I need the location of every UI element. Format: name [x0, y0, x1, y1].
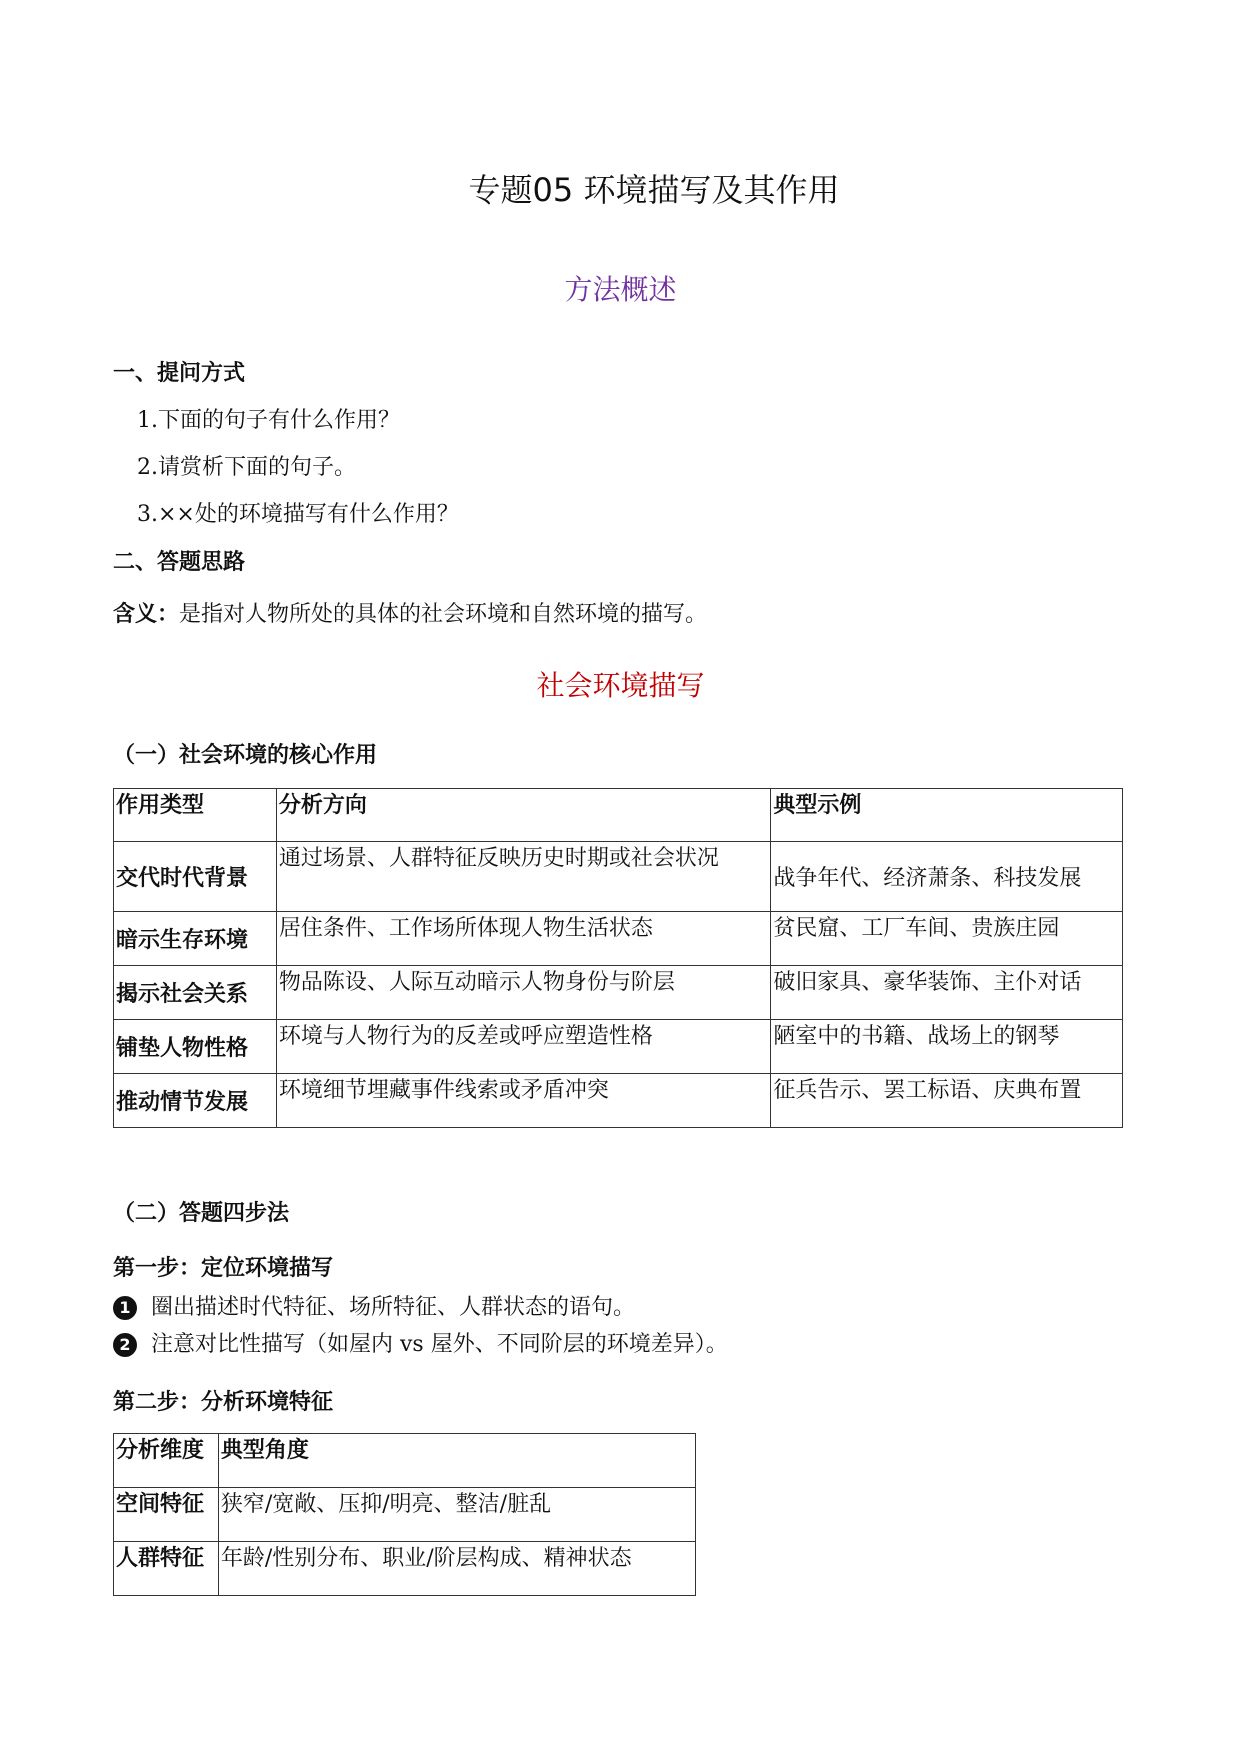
- table-cell-role: 揭示社会关系: [114, 966, 277, 1020]
- table-cell-role: 交代时代背景: [114, 842, 277, 912]
- answer-approach-heading: 二、答题思路: [113, 550, 246, 575]
- table-cell-example: 征兵告示、罢工标语、庆典布置: [771, 1074, 1123, 1128]
- social-role-table: [113, 788, 1123, 1128]
- table-cell-angle: 年龄/性别分布、职业/阶层构成、精神状态: [218, 1542, 695, 1596]
- feature-analysis-table: [113, 1433, 696, 1596]
- list-item-text: 圈出描述时代特征、场所特征、人群状态的语句。: [151, 1295, 636, 1320]
- meaning-label: 含义：: [113, 602, 180, 627]
- table-row: [114, 842, 1123, 912]
- table-row: [114, 912, 1123, 966]
- table-cell-role: 铺垫人物性格: [114, 1020, 277, 1074]
- table-row: [114, 1074, 1123, 1128]
- table-cell-direction: 环境与人物行为的反差或呼应塑造性格: [276, 1020, 770, 1074]
- table-header-cell: 典型示例: [771, 789, 1123, 842]
- meaning-paragraph: [113, 597, 707, 628]
- number-badge-icon: 2: [113, 1333, 137, 1357]
- table-cell-angle: 狭窄/宽敞、压抑/明亮、整洁/脏乱: [218, 1488, 695, 1542]
- list-item-text: 注意对比性描写（如屋内 vs 屋外、不同阶层的环境差异）。: [151, 1332, 728, 1357]
- table-cell-role: 推动情节发展: [114, 1074, 277, 1128]
- table-cell-example: 贫民窟、工厂车间、贵族庄园: [771, 912, 1123, 966]
- section-social-heading: 社会环境描写: [536, 669, 705, 702]
- table-cell-direction: 通过场景、人群特征反映历史时期或社会状况: [276, 842, 770, 912]
- table-row: [114, 1542, 696, 1596]
- table-header-row: [114, 1434, 696, 1488]
- table-row: [114, 1488, 696, 1542]
- table-cell-example: 陋室中的书籍、战场上的钢琴: [771, 1020, 1123, 1074]
- table-cell-dimension: 空间特征: [114, 1488, 219, 1542]
- page-title: 专题05 环境描写及其作用: [468, 171, 840, 209]
- table-cell-example: 战争年代、经济萧条、科技发展: [771, 842, 1123, 912]
- number-badge-icon: 1: [113, 1296, 137, 1320]
- table-cell-direction: 环境细节埋藏事件线索或矛盾冲突: [276, 1074, 770, 1128]
- question-style-heading: 一、提问方式: [113, 361, 246, 386]
- table-cell-direction: 物品陈设、人际互动暗示人物身份与阶层: [276, 966, 770, 1020]
- section-method-heading: 方法概述: [564, 273, 677, 306]
- step-two-heading: 第二步：分析环境特征: [113, 1390, 334, 1415]
- question-item-3: 3.××处的环境描写有什么作用？: [137, 502, 459, 527]
- meaning-text: 是指对人物所处的具体的社会环境和自然环境的描写。: [179, 602, 708, 627]
- sub-heading-four-steps: （二）答题四步法: [113, 1201, 290, 1226]
- table-cell-role: 暗示生存环境: [114, 912, 277, 966]
- step-one-heading: 第一步：定位环境描写: [113, 1256, 334, 1281]
- list-item: [113, 1327, 728, 1358]
- question-item-1: 1.下面的句子有什么作用？: [137, 408, 400, 433]
- table-cell-direction: 居住条件、工作场所体现人物生活状态: [276, 912, 770, 966]
- table-row: [114, 966, 1123, 1020]
- table-header-cell: 分析方向: [276, 789, 770, 842]
- question-item-2: 2.请赏析下面的句子。: [137, 455, 356, 480]
- sub-heading-core-roles: （一）社会环境的核心作用: [113, 743, 378, 768]
- table-cell-dimension: 人群特征: [114, 1542, 219, 1596]
- table-header-cell: 作用类型: [114, 789, 277, 842]
- table-header-cell: 典型角度: [218, 1434, 695, 1488]
- list-item: [113, 1290, 635, 1321]
- table-header-row: [114, 789, 1123, 842]
- table-row: [114, 1020, 1123, 1074]
- table-header-cell: 分析维度: [114, 1434, 219, 1488]
- table-cell-example: 破旧家具、豪华装饰、主仆对话: [771, 966, 1123, 1020]
